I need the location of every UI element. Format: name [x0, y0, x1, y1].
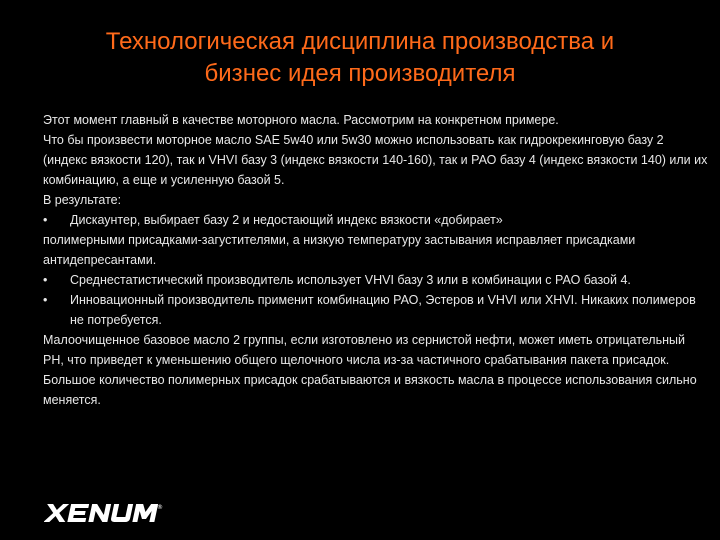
bullet-text: Среднестатистический производитель использует VHVI базу 3 или в комбинации с РАО базой 4. — [70, 273, 631, 287]
slide-title-line-2: бизнес идея производителя — [204, 60, 516, 87]
bullet-discounter — [43, 210, 708, 230]
bullet-marker: • — [43, 213, 48, 227]
bullet-average-producer — [43, 270, 708, 290]
bullet-marker: • — [43, 273, 48, 287]
paragraph-intro: Этот момент главный в качестве моторного масла. Рассмотрим на конкретном примере. — [43, 113, 559, 127]
xenum-logo-graphic — [44, 500, 166, 526]
bullet-marker: • — [43, 293, 48, 307]
slide-body — [43, 110, 708, 410]
slide-title — [20, 26, 700, 90]
registered-mark: ® — [157, 504, 163, 511]
xenum-logo — [44, 500, 166, 526]
paragraph-result-heading: В результате: — [43, 193, 122, 207]
paragraph-base-oils: Что бы произвести моторное масло SAE 5w40 или 5w30 можно использовать как гидрокрекинговую базу 2 (индекс вязкости 120), так и VHVI базу 3 (индекс вязкости 140-160), так и РАО базу 4 (индекс вязкости 140) или их комбинацию, а еще и усиленную базой 5. — [43, 133, 708, 187]
paragraph-polymers: полимерными присадками-загустителями, а низкую температуру застывания исправляет присадками антидепресантами. — [43, 233, 636, 267]
bullet-text: Инновационный производитель применит комбинацию РАО, Эстеров и VHVI или XHVI. Никаких полимеров не потребуется. — [70, 293, 696, 327]
bullet-text: Дискаунтер, выбирает базу 2 и недостающий индекс вязкости «добирает» — [70, 213, 503, 227]
bullet-innovative-producer — [43, 290, 708, 330]
slide-title-line-1: Технологическая дисциплина производства и — [105, 28, 615, 55]
paragraph-group2-oil: Малоочищенное базовое масло 2 группы, если изготовлено из сернистой нефти, может иметь отрицательный PH, что приведет к уменьшению общего щелочного числа из-за частичного срабатывания пакета присадок. Большое количество полимерных присадок срабатываются и вязкость масла в процессе использования сильно меняется. — [43, 333, 697, 407]
